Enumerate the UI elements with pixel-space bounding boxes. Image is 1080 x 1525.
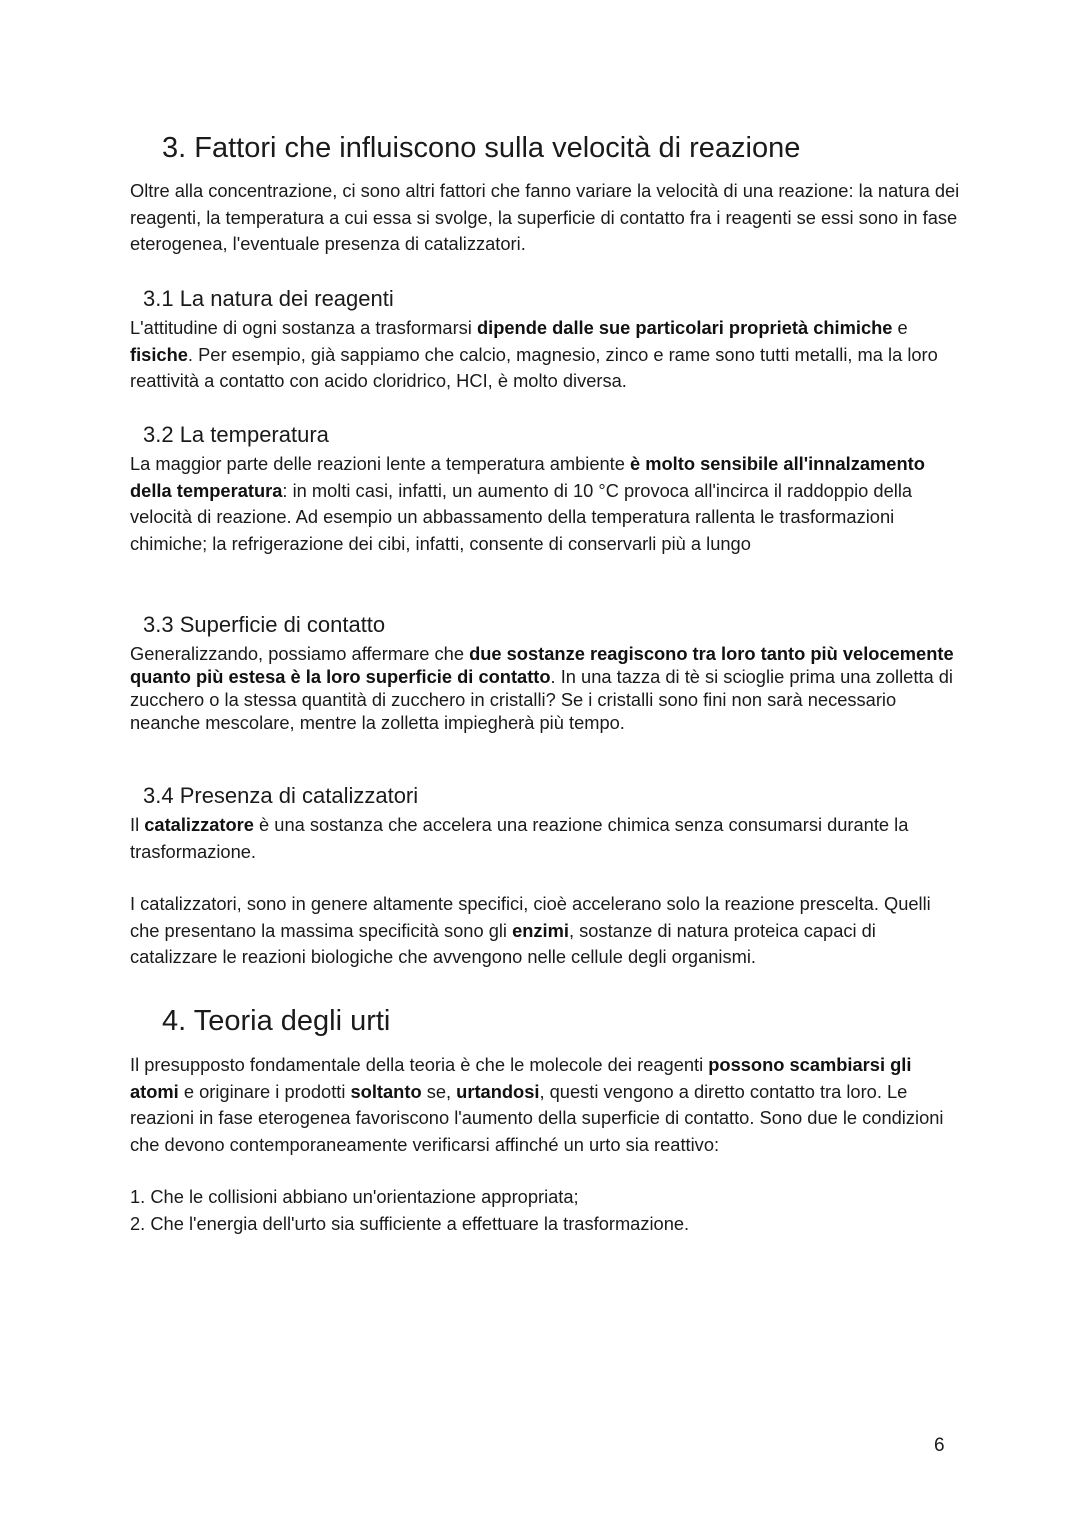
s3-2-bold-sensitivity: è molto sensibile all'innalzamento della temperatura [130,453,925,501]
s3-1-text-2: e [892,317,908,338]
section-4-paragraph [130,1052,960,1158]
s3-4-p2-text-2: , sostanze di natura proteica capaci di catalizzare le reazioni biologiche che avvengono nelle cellule degli organismi. [130,919,876,967]
section-3-2-heading: 3.2 La temperatura [143,422,329,447]
section-3-heading: 3. Fattori che influiscono sulla velocità di reazione [162,132,801,164]
s3-4-bold-enzymes: enzimi [512,919,569,941]
section-3-3-heading: 3.3 Superficie di contatto [143,612,386,637]
s3-4-p1-text-2: è una sostanza che accelera una reazione chimica senza consumarsi durante la trasformazione. [130,814,909,862]
s4-bold-colliding: urtandosi [456,1080,540,1102]
list-item: 1. Che le collisioni abbiano un'orientazione appropriata; [130,1186,579,1207]
s3-1-bold-properties: dipende dalle sue particolari proprietà chimiche [476,317,893,338]
s4-text-2: e originare i prodotti [178,1080,351,1102]
section-3-1-heading: 3.1 La natura dei reagenti [143,286,394,311]
s4-text-4: , questi vengono a diretto contatto tra loro. Le reazioni in fase eterogenea favoriscono l'aumento della superficie di contatto. Sono due le condizioni che devono contemporaneamente verificarsi affinché un urto sia reattivo: [130,1080,944,1155]
section-3-4-paragraph-2 [130,891,960,971]
s3-3-bold-surface: due sostanze reagiscono tra loro tanto più velocemente quanto più estesa è la loro superficie di contatto [130,643,954,687]
s3-1-text-3: . Per esempio, già sappiamo che calcio, magnesio, zinco e rame sono tutti metalli, ma la loro reattività a contatto con acido cloridrico, HCI, è molto diversa. [130,343,938,391]
section-4-heading: 4. Teoria degli urti [162,1005,391,1037]
s3-4-p2-text-1: I catalizzatori, sono in genere altamente specifici, cioè accelerano solo la reazione prescelta. Quelli che presentano la massima specificità sono gli [130,893,931,941]
s3-2-text-2: : in molti casi, infatti, un aumento di 10 °C provoca all'incirca il raddoppio della velocità di reazione. Ad esempio un abbassamento della temperatura rallenta le trasformazioni chimiche; la refrigerazione dei cibi, infatti, consente di conservarli più a lungo [130,479,913,554]
list-item: 2. Che l'energia dell'urto sia sufficiente a effettuare la trasformazione. [130,1212,690,1234]
section-3-4-heading: 3.4 Presenza di catalizzatori [143,783,419,808]
s3-2-text-1: La maggior parte delle reazioni lente a temperatura ambiente [130,453,630,474]
s4-text-3: se, [421,1080,457,1102]
s4-bold-only: soltanto [350,1080,422,1102]
section-3-intro: Oltre alla concentrazione, ci sono altri fattori che fanno variare la velocità di una reazione: la natura dei reagenti, la temperatura a cui essa si svolge, la superficie di contatto fra i reagenti se essi sono in fase eterogenea, l'eventuale presenza di catalizzatori. [130,180,960,254]
s4-bold-exchange-atoms: possono scambiarsi gli atomi [130,1054,912,1102]
s4-text-1: Il presupposto fondamentale della teoria è che le molecole dei reagenti [130,1054,709,1075]
collision-conditions-list [130,1184,960,1237]
section-3-1-paragraph [130,315,960,395]
section-3-2-paragraph [130,451,960,557]
s3-1-text-1: L'attitudine di ogni sostanza a trasformarsi [130,317,477,338]
s3-4-bold-catalyst: catalizzatore [144,814,254,835]
s3-1-bold-physical: fisiche [130,343,188,365]
section-3-3-paragraph [130,642,960,734]
section-3-4-paragraph-1 [130,812,960,865]
page-number: 6 [934,1435,945,1456]
s3-3-text-1: Generalizzando, possiamo affermare che [130,643,470,664]
s3-3-text-2: . In una tazza di tè si scioglie prima una zolletta di zucchero o la stessa quantità di zucchero in cristalli? Se i cristalli sono fini non sarà necessario neanche mescolare, mentre la zolletta impiegherà più tempo. [130,666,953,733]
s3-4-p1-text-1: Il [130,814,145,835]
